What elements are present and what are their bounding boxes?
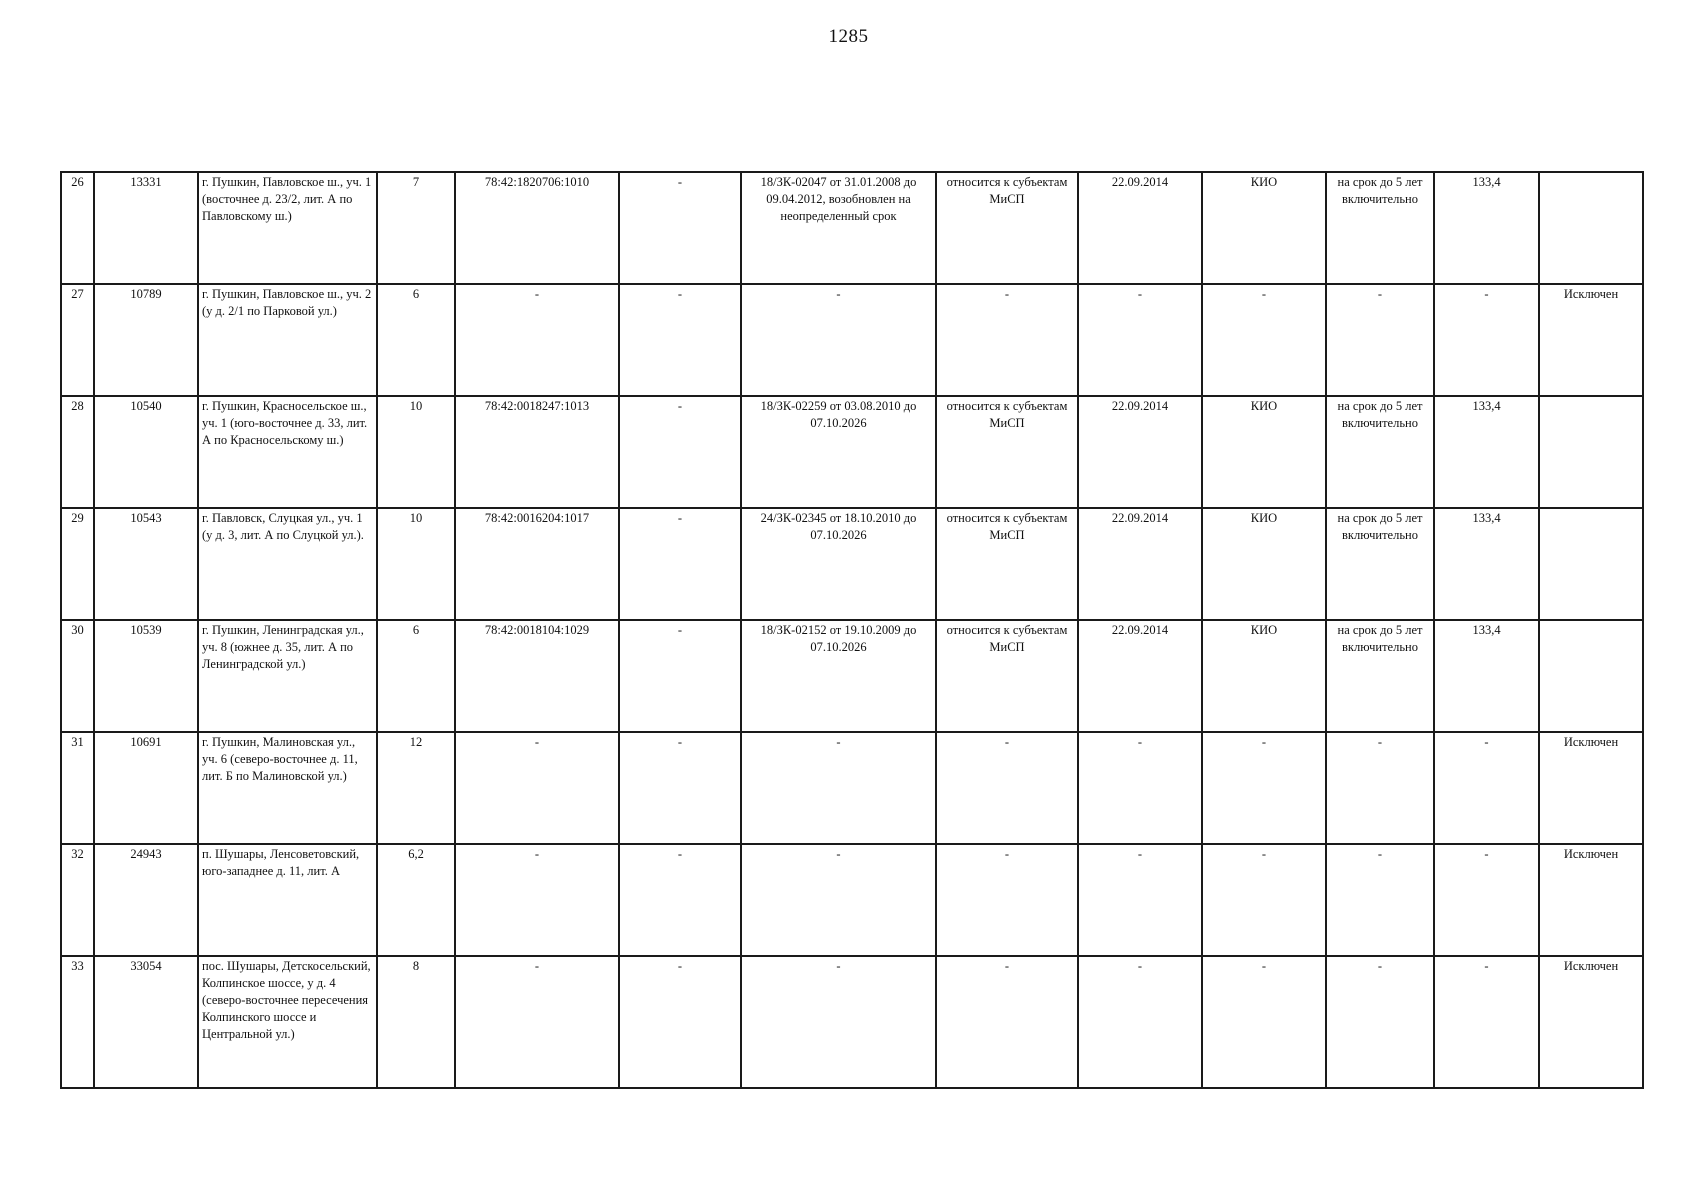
cell-subject: - [936, 844, 1078, 956]
cell-term: - [1326, 284, 1434, 396]
placement-registry-table [60, 171, 1644, 1089]
cell-area: 12 [377, 732, 455, 844]
table-row [61, 956, 1643, 1088]
cell-contract: 18/ЗК-02152 от 19.10.2009 до 07.10.2026 [741, 620, 936, 732]
cell-cadastral-number: - [455, 844, 619, 956]
cell-cadastral-number: - [455, 956, 619, 1088]
cell-address: г. Пушкин, Павловское ш., уч. 1 (восточнее д. 23/2, лит. А по Павловскому ш.) [198, 172, 377, 284]
cell-term: на срок до 5 лет включительно [1326, 620, 1434, 732]
cell-address: г. Пушкин, Павловское ш., уч. 2 (у д. 2/1 по Парковой ул.) [198, 284, 377, 396]
cell-term: на срок до 5 лет включительно [1326, 172, 1434, 284]
cell-column-6: - [619, 844, 741, 956]
cell-date: 22.09.2014 [1078, 396, 1202, 508]
table-row [61, 396, 1643, 508]
cell-authority: КИО [1202, 620, 1326, 732]
cell-number: 26 [61, 172, 94, 284]
cell-code: 13331 [94, 172, 198, 284]
cell-code: 10540 [94, 396, 198, 508]
cell-number: 31 [61, 732, 94, 844]
cell-contract: - [741, 844, 936, 956]
cell-subject: относится к субъектам МиСП [936, 172, 1078, 284]
cell-contract: - [741, 284, 936, 396]
cell-code: 10691 [94, 732, 198, 844]
cell-subject: - [936, 956, 1078, 1088]
cell-note [1539, 508, 1643, 620]
cell-number: 27 [61, 284, 94, 396]
cell-column-6: - [619, 956, 741, 1088]
cell-code: 10539 [94, 620, 198, 732]
cell-value: - [1434, 732, 1539, 844]
cell-subject: относится к субъектам МиСП [936, 508, 1078, 620]
cell-area: 10 [377, 508, 455, 620]
cell-contract: 18/ЗК-02259 от 03.08.2010 до 07.10.2026 [741, 396, 936, 508]
cell-cadastral-number: 78:42:0018247:1013 [455, 396, 619, 508]
cell-value: 133,4 [1434, 620, 1539, 732]
cell-authority: - [1202, 284, 1326, 396]
cell-contract: - [741, 732, 936, 844]
cell-note [1539, 172, 1643, 284]
cell-value: 133,4 [1434, 508, 1539, 620]
cell-contract: - [741, 956, 936, 1088]
cell-date: 22.09.2014 [1078, 508, 1202, 620]
cell-contract: 18/ЗК-02047 от 31.01.2008 до 09.04.2012, возобновлен на неопределенный срок [741, 172, 936, 284]
cell-subject: относится к субъектам МиСП [936, 620, 1078, 732]
cell-code: 33054 [94, 956, 198, 1088]
cell-term: - [1326, 732, 1434, 844]
cell-note: Исключен [1539, 956, 1643, 1088]
cell-address: г. Павловск, Слуцкая ул., уч. 1 (у д. 3, лит. А по Слуцкой ул.). [198, 508, 377, 620]
cell-area: 6,2 [377, 844, 455, 956]
cell-value: - [1434, 844, 1539, 956]
cell-area: 8 [377, 956, 455, 1088]
cell-value: 133,4 [1434, 172, 1539, 284]
cell-term: на срок до 5 лет включительно [1326, 396, 1434, 508]
cell-number: 29 [61, 508, 94, 620]
table-row [61, 732, 1643, 844]
cell-value: 133,4 [1434, 396, 1539, 508]
cell-date: - [1078, 844, 1202, 956]
cell-column-6: - [619, 396, 741, 508]
table-row [61, 172, 1643, 284]
cell-term: на срок до 5 лет включительно [1326, 508, 1434, 620]
cell-code: 24943 [94, 844, 198, 956]
cell-area: 6 [377, 284, 455, 396]
cell-address: г. Пушкин, Малиновская ул., уч. 6 (северо-восточнее д. 11, лит. Б по Малиновской ул.) [198, 732, 377, 844]
cell-number: 28 [61, 396, 94, 508]
cell-date: - [1078, 284, 1202, 396]
cell-cadastral-number: 78:42:0018104:1029 [455, 620, 619, 732]
cell-column-6: - [619, 732, 741, 844]
cell-date: - [1078, 732, 1202, 844]
cell-column-6: - [619, 620, 741, 732]
cell-authority: - [1202, 956, 1326, 1088]
cell-column-6: - [619, 508, 741, 620]
cell-authority: - [1202, 844, 1326, 956]
cell-code: 10543 [94, 508, 198, 620]
cell-area: 7 [377, 172, 455, 284]
cell-address: г. Пушкин, Ленинградская ул., уч. 8 (южнее д. 35, лит. А по Ленинградской ул.) [198, 620, 377, 732]
cell-address: п. Шушары, Ленсоветовский, юго-западнее д. 11, лит. А [198, 844, 377, 956]
cell-term: - [1326, 844, 1434, 956]
cell-note [1539, 396, 1643, 508]
cell-authority: КИО [1202, 172, 1326, 284]
cell-cadastral-number: - [455, 284, 619, 396]
cell-note: Исключен [1539, 732, 1643, 844]
cell-subject: относится к субъектам МиСП [936, 396, 1078, 508]
cell-subject: - [936, 284, 1078, 396]
cell-column-6: - [619, 172, 741, 284]
cell-contract: 24/ЗК-02345 от 18.10.2010 до 07.10.2026 [741, 508, 936, 620]
cell-authority: КИО [1202, 396, 1326, 508]
table-body [61, 172, 1643, 1088]
table-row [61, 284, 1643, 396]
cell-address: пос. Шушары, Детскосельский, Колпинское шоссе, у д. 4 (северо-восточнее пересечения Колпинского шоссе и Центральной ул.) [198, 956, 377, 1088]
cell-date: - [1078, 956, 1202, 1088]
cell-number: 33 [61, 956, 94, 1088]
cell-column-6: - [619, 284, 741, 396]
cell-cadastral-number: 78:42:0016204:1017 [455, 508, 619, 620]
cell-area: 6 [377, 620, 455, 732]
cell-code: 10789 [94, 284, 198, 396]
table-row [61, 620, 1643, 732]
cell-value: - [1434, 956, 1539, 1088]
cell-note [1539, 620, 1643, 732]
cell-cadastral-number: 78:42:1820706:1010 [455, 172, 619, 284]
cell-term: - [1326, 956, 1434, 1088]
cell-note: Исключен [1539, 844, 1643, 956]
cell-authority: КИО [1202, 508, 1326, 620]
table-row [61, 844, 1643, 956]
cell-subject: - [936, 732, 1078, 844]
cell-address: г. Пушкин, Красносельское ш., уч. 1 (юго-восточнее д. 33, лит. А по Красносельскому ш.) [198, 396, 377, 508]
cell-note: Исключен [1539, 284, 1643, 396]
cell-area: 10 [377, 396, 455, 508]
table-row [61, 508, 1643, 620]
cell-authority: - [1202, 732, 1326, 844]
page-number: 1285 [828, 26, 869, 47]
cell-value: - [1434, 284, 1539, 396]
cell-cadastral-number: - [455, 732, 619, 844]
cell-number: 32 [61, 844, 94, 956]
cell-number: 30 [61, 620, 94, 732]
cell-date: 22.09.2014 [1078, 172, 1202, 284]
cell-date: 22.09.2014 [1078, 620, 1202, 732]
